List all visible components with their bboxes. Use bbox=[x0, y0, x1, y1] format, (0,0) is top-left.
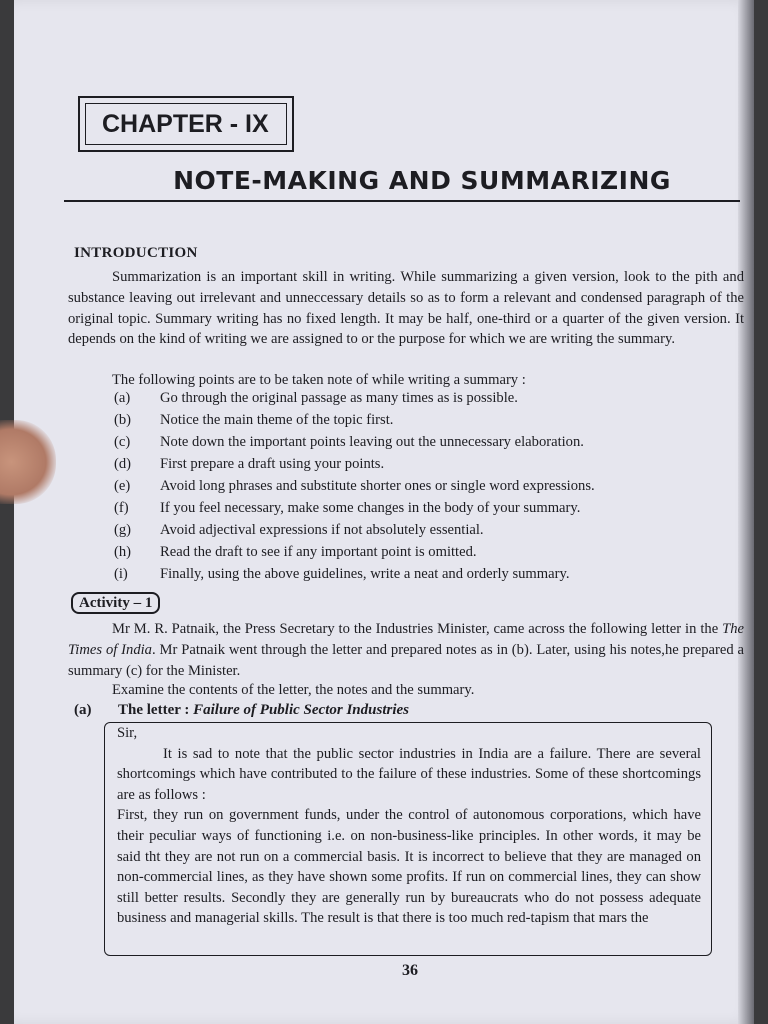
chapter-label-box bbox=[78, 96, 294, 152]
letter-box bbox=[104, 722, 712, 956]
section-heading-introduction: INTRODUCTION bbox=[74, 245, 198, 261]
guideline-list bbox=[114, 390, 734, 588]
list-item: (i) Finally, using the above guidelines, write a neat and orderly summary. bbox=[114, 566, 570, 582]
list-item: (d) First prepare a draft using your points. bbox=[114, 456, 385, 472]
letter-salutation: Sir, bbox=[117, 725, 138, 741]
page-edge-shadow bbox=[738, 0, 754, 1024]
points-intro: The following points are to be taken note of while writing a summary : bbox=[112, 372, 526, 388]
introduction-paragraph: Summarization is an important skill in writing. While summarizing a given version, look to the pith and substance leaving out irrelevant and unneccessary details so as to form a relevant and condensed paragraph of the original topic. Summary writing has no fixed length. It may be half, one-third or a quarter of the given version. It depends on the kind of writing we are assigned to or the purpose for which we are writing the summary. bbox=[68, 269, 744, 348]
letter-paragraph: First, they run on government funds, under the control of autonomous corporations, which have their peculiar ways of functioning i.e. on non-business-like principles. In other words, it may be said tht they are not run on a commercial basis. It is incorrect to believe that they are managed on non-commercial lines, as they have shown some profits. If run on commercial lines, they can show still better results. Secondly they are generally run by bureaucrats who do not possess adequate business and managerial skills. The result is that there is too much red-tapism that mars the bbox=[117, 807, 701, 927]
activity-paragraph: Mr M. R. Patnaik, the Press Secretary to the Industries Minister, came across the following letter in the The Times of India. Mr Patnaik went through the letter and prepared notes as in (b). Later, using his notes,he prepared a summary (c) for the Minister. bbox=[68, 621, 744, 679]
list-item: (e) Avoid long phrases and substitute shorter ones or single word expressions. bbox=[114, 478, 595, 494]
list-item: (a) Go through the original passage as many times as is possible. bbox=[114, 390, 518, 406]
list-item: (g) Avoid adjectival expressions if not absolutely essential. bbox=[114, 522, 484, 538]
activity-label: Activity – 1 bbox=[71, 592, 160, 614]
list-item: (f) If you feel necessary, make some changes in the body of your summary. bbox=[114, 500, 581, 516]
letter-heading: (a) The letter : Failure of Public Sector Industries bbox=[74, 702, 409, 718]
list-item: (c) Note down the important points leaving out the unnecessary elaboration. bbox=[114, 434, 584, 450]
title-underline bbox=[64, 200, 740, 202]
book-page bbox=[14, 0, 754, 1024]
page-number: 36 bbox=[402, 962, 418, 979]
letter-paragraph: It is sad to note that the public sector industries in India are a failure. There are several shortcomings which have contributed to the failure of these industries. Some of these shortcomings are as follows : bbox=[117, 745, 701, 803]
list-item: (b) Notice the main theme of the topic first. bbox=[114, 412, 394, 428]
activity-instruction: Examine the contents of the letter, the notes and the summary. bbox=[112, 682, 475, 698]
chapter-title: NOTE-MAKING AND SUMMARIZING bbox=[173, 166, 671, 195]
chapter-label: CHAPTER - IX bbox=[85, 103, 287, 145]
list-item: (h) Read the draft to see if any important point is omitted. bbox=[114, 544, 477, 560]
